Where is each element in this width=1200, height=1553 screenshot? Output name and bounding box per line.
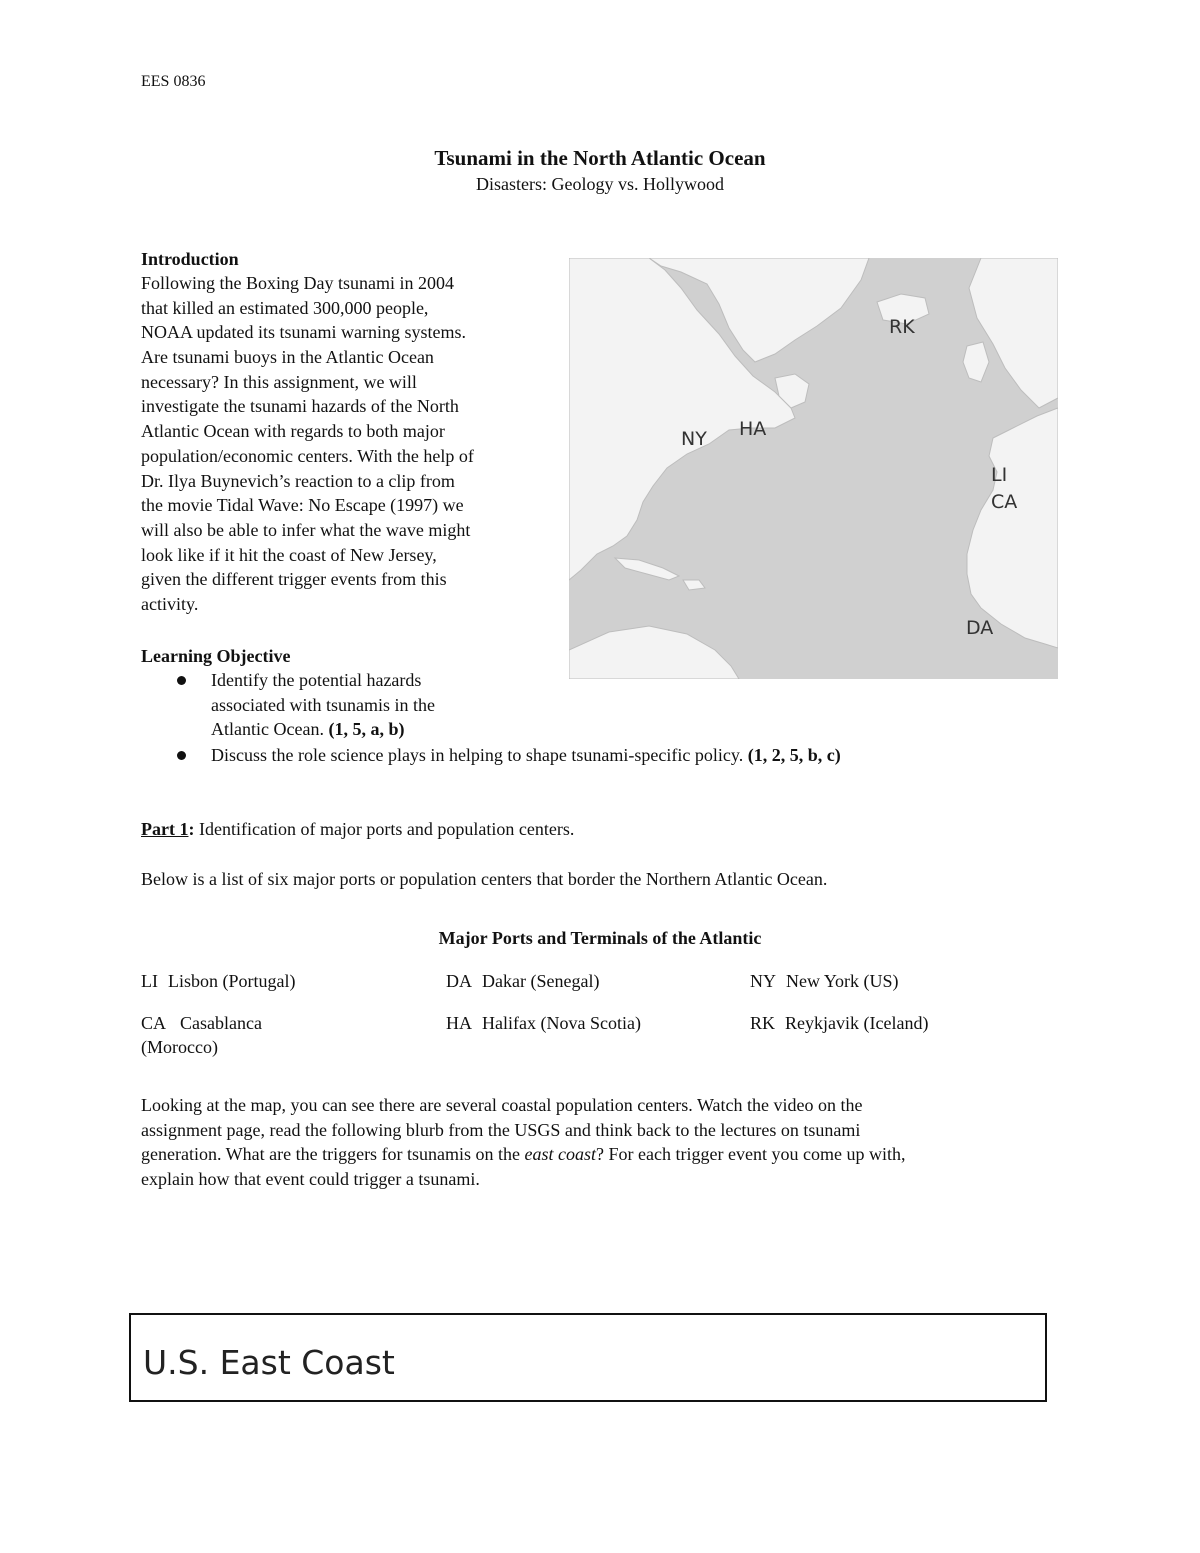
- port-item: [141, 1011, 262, 1036]
- map-label-ny: NY: [681, 428, 707, 450]
- port-name: Casablanca: [180, 1013, 262, 1033]
- port-item: [750, 969, 899, 994]
- instructions-line: Looking at the map, you can see there are several coastal population centers. Watch the video on the: [141, 1095, 863, 1115]
- instructions-text: generation. What are the triggers for tsunamis on the: [141, 1144, 525, 1164]
- introduction-paragraph: [141, 271, 561, 617]
- instructions-text: ? For each trigger event you come up with,: [596, 1144, 906, 1164]
- port-item: [750, 1011, 928, 1036]
- port-country: (Morocco): [141, 1037, 218, 1057]
- bullet-icon: [177, 751, 186, 760]
- port-code: NY: [750, 971, 776, 991]
- objective-item-2: [211, 743, 841, 768]
- intro-line: that killed an estimated 300,000 people,: [141, 297, 429, 318]
- map-label-rk: RK: [889, 316, 915, 338]
- intro-line: Atlantic Ocean with regards to both major: [141, 421, 445, 442]
- intro-line: population/economic centers. With the help of: [141, 445, 474, 466]
- intro-line: investigate the tsunami hazards of the North: [141, 396, 459, 417]
- instructions-line: explain how that event could trigger a tsunami.: [141, 1168, 480, 1189]
- port-name: Dakar (Senegal): [482, 971, 600, 991]
- objective-refs: (1, 2, 5, b, c): [747, 745, 841, 765]
- intro-line: given the different trigger events from this: [141, 569, 447, 590]
- port-item: [446, 1011, 641, 1036]
- page-subtitle: Disasters: Geology vs. Hollywood: [476, 174, 724, 194]
- instructions-line: [141, 1142, 1071, 1167]
- port-item: [141, 969, 296, 994]
- objective-line: Identify the potential hazards: [211, 670, 422, 690]
- port-name: Reykjavik (Iceland): [785, 1013, 929, 1033]
- port-name: Lisbon (Portugal): [168, 971, 296, 991]
- port-code: RK: [750, 1013, 776, 1033]
- ports-table-heading: Major Ports and Terminals of the Atlantic: [438, 928, 762, 948]
- objective-text: Atlantic Ocean.: [211, 719, 329, 740]
- part1-label: Part 1: [141, 819, 189, 839]
- map-label-ha: HA: [739, 418, 767, 440]
- bullet-icon: [177, 676, 186, 685]
- intro-line: Following the Boxing Day tsunami in 2004: [141, 273, 454, 293]
- objective-item-1: [211, 668, 531, 742]
- intro-line: NOAA updated its tsunami warning systems.: [141, 322, 466, 343]
- introduction-heading: Introduction: [141, 249, 239, 269]
- instructions-paragraph: [141, 1093, 1071, 1191]
- port-code: HA: [446, 1013, 472, 1033]
- map-label-da: DA: [966, 617, 994, 639]
- intro-line: necessary? In this assignment, we will: [141, 371, 417, 392]
- objective-line: [211, 717, 531, 742]
- port-code: CA: [141, 1013, 167, 1033]
- objective-refs: (1, 5, a, b): [328, 719, 405, 740]
- page-title: Tsunami in the North Atlantic Ocean: [434, 146, 766, 170]
- objective-line: associated with tsunamis in the: [211, 694, 435, 715]
- north-atlantic-map: [569, 258, 1058, 679]
- intro-line: activity.: [141, 593, 199, 614]
- part1-text: Identification of major ports and population centers.: [194, 819, 575, 839]
- port-name: New York (US): [786, 971, 899, 991]
- part1-colon: :: [188, 819, 195, 839]
- ports-intro-text: Below is a list of six major ports or population centers that border the Northern Atlantic Ocean.: [141, 869, 828, 889]
- port-code: LI: [141, 971, 158, 991]
- intro-line: Are tsunami buoys in the Atlantic Ocean: [141, 347, 434, 368]
- intro-line: Dr. Ilya Buynevich’s reaction to a clip from: [141, 470, 455, 491]
- part1-heading: [141, 817, 574, 842]
- port-item: [446, 969, 599, 994]
- instructions-line: assignment page, read the following blurb from the USGS and think back to the lectures on tsunami: [141, 1119, 861, 1140]
- course-code: EES 0836: [141, 73, 206, 90]
- port-code: DA: [446, 971, 472, 991]
- objective-text: Discuss the role science plays in helping to shape tsunami-specific policy.: [211, 745, 748, 765]
- learning-objective-heading: Learning Objective: [141, 646, 291, 666]
- answer-box-title: U.S. East Coast: [143, 1343, 395, 1382]
- answer-box[interactable]: [129, 1313, 1047, 1402]
- map-label-li: LI: [991, 464, 1008, 486]
- instructions-emphasis: east coast: [524, 1144, 597, 1164]
- intro-line: will also be able to infer what the wave might: [141, 519, 471, 540]
- map-label-ca: CA: [991, 491, 1018, 513]
- intro-line: the movie Tidal Wave: No Escape (1997) we: [141, 495, 464, 516]
- intro-line: look like if it hit the coast of New Jersey,: [141, 544, 437, 565]
- port-name: Halifax (Nova Scotia): [482, 1013, 641, 1033]
